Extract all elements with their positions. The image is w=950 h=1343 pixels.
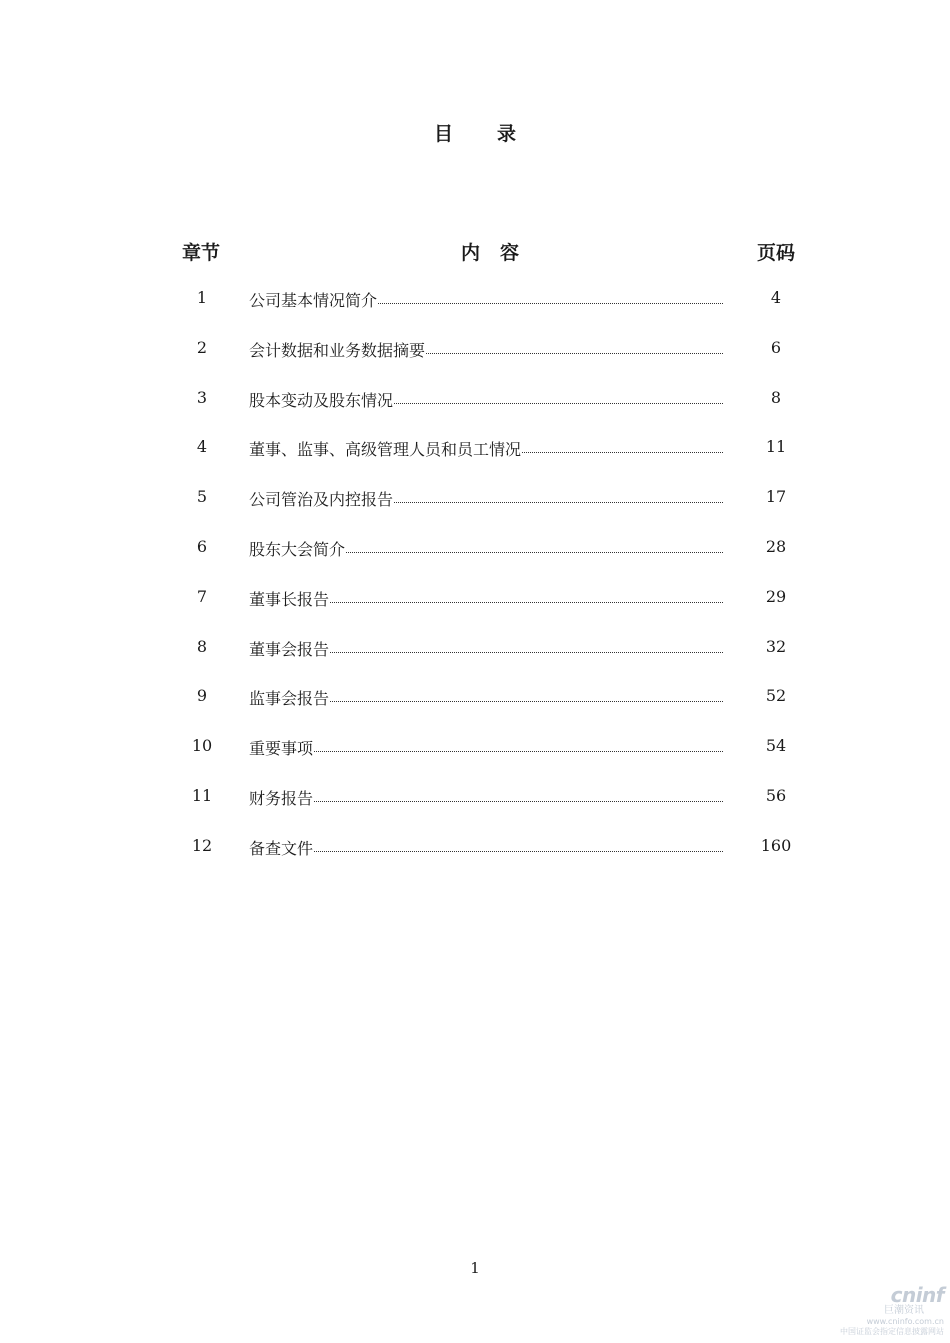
toc-entry-title: 股本变动及股东情况 (249, 390, 394, 410)
toc-entry (249, 338, 731, 361)
page-number: 1 (470, 1259, 480, 1277)
toc-entry-title: 公司管治及内控报告 (249, 490, 394, 510)
toc-row[interactable] (0, 437, 950, 487)
toc-row[interactable] (0, 388, 950, 438)
toc-entry (249, 587, 731, 610)
toc-page-number: 28 (765, 536, 787, 556)
toc-row[interactable] (0, 836, 950, 886)
toc-page-number: 54 (765, 736, 787, 756)
toc-chapter-number: 5 (196, 487, 208, 507)
cninfo-subtitle: 巨潮资讯 (884, 1305, 924, 1316)
toc-entry-title: 备查文件 (249, 838, 314, 858)
toc-row[interactable] (0, 537, 950, 587)
toc-page-number: 160 (760, 835, 792, 855)
toc-chapter-number: 12 (191, 835, 213, 855)
toc-entry (249, 836, 731, 859)
toc-row[interactable] (0, 686, 950, 736)
toc-row[interactable] (0, 288, 950, 338)
cninfo-logo: cninf (890, 1283, 944, 1307)
toc-leader-dots (330, 700, 723, 702)
toc-leader-dots (346, 551, 723, 553)
toc-entry-title: 财务报告 (249, 788, 314, 808)
toc-leader-dots (314, 850, 723, 852)
cninfo-watermark (814, 1285, 944, 1337)
toc-page-number: 56 (765, 785, 787, 805)
toc-page-number: 32 (765, 636, 787, 656)
toc-chapter-number: 6 (196, 536, 208, 556)
toc-entry-title: 会计数据和业务数据摘要 (249, 340, 426, 360)
toc-header (0, 238, 950, 264)
toc-leader-dots (522, 451, 723, 453)
toc-page-number: 52 (765, 686, 787, 706)
toc-row[interactable] (0, 487, 950, 537)
toc-chapter-number: 2 (196, 337, 208, 357)
toc-entry-title: 董事会报告 (249, 639, 330, 659)
toc-entry-title: 董事、监事、高级管理人员和员工情况 (249, 440, 522, 460)
toc-list (0, 288, 950, 886)
toc-chapter-number: 11 (191, 785, 213, 805)
toc-entry (249, 786, 731, 809)
document-title: 目录 (433, 123, 560, 145)
toc-entry (249, 388, 731, 411)
toc-chapter-number: 1 (196, 288, 208, 307)
toc-entry-title: 董事长报告 (249, 589, 330, 609)
toc-entry-title: 重要事项 (249, 739, 314, 759)
toc-chapter-number: 10 (191, 736, 213, 756)
header-page: 页码 (757, 242, 796, 264)
toc-row[interactable] (0, 637, 950, 687)
toc-leader-dots (378, 302, 723, 304)
toc-leader-dots (426, 352, 723, 354)
cninfo-org: 中国证监会指定信息披露网站 (840, 1327, 944, 1336)
toc-page-number: 11 (765, 437, 787, 457)
toc-chapter-number: 7 (196, 586, 208, 606)
toc-chapter-number: 3 (196, 387, 208, 407)
toc-row[interactable] (0, 587, 950, 637)
toc-entry (249, 288, 731, 311)
toc-entry (249, 437, 731, 460)
toc-page-number: 8 (770, 387, 782, 407)
toc-leader-dots (330, 651, 723, 653)
toc-row[interactable] (0, 338, 950, 388)
toc-entry-title: 公司基本情况简介 (249, 291, 378, 310)
toc-entry-title: 监事会报告 (249, 689, 330, 709)
toc-entry (249, 686, 731, 709)
toc-page-number: 17 (765, 487, 787, 507)
toc-page-number: 29 (765, 586, 787, 606)
toc-entry-title: 股东大会简介 (249, 539, 346, 559)
toc-entry (249, 637, 731, 660)
header-content: 内容 (461, 242, 540, 264)
header-chapter: 章节 (182, 242, 221, 264)
toc-entry (249, 736, 731, 759)
toc-leader-dots (314, 800, 723, 802)
toc-row[interactable] (0, 786, 950, 836)
toc-leader-dots (394, 501, 723, 503)
toc-entry (249, 537, 731, 560)
toc-row[interactable] (0, 736, 950, 786)
toc-page-number: 6 (770, 337, 782, 357)
toc-chapter-number: 4 (196, 437, 208, 457)
toc-chapter-number: 8 (196, 636, 208, 656)
toc-leader-dots (314, 750, 723, 752)
toc-chapter-number: 9 (196, 686, 208, 706)
toc-leader-dots (394, 402, 723, 404)
toc-page-number: 4 (770, 288, 782, 307)
toc-leader-dots (330, 601, 723, 603)
toc-entry (249, 487, 731, 510)
cninfo-url: www.cninfo.com.cn (866, 1317, 944, 1326)
